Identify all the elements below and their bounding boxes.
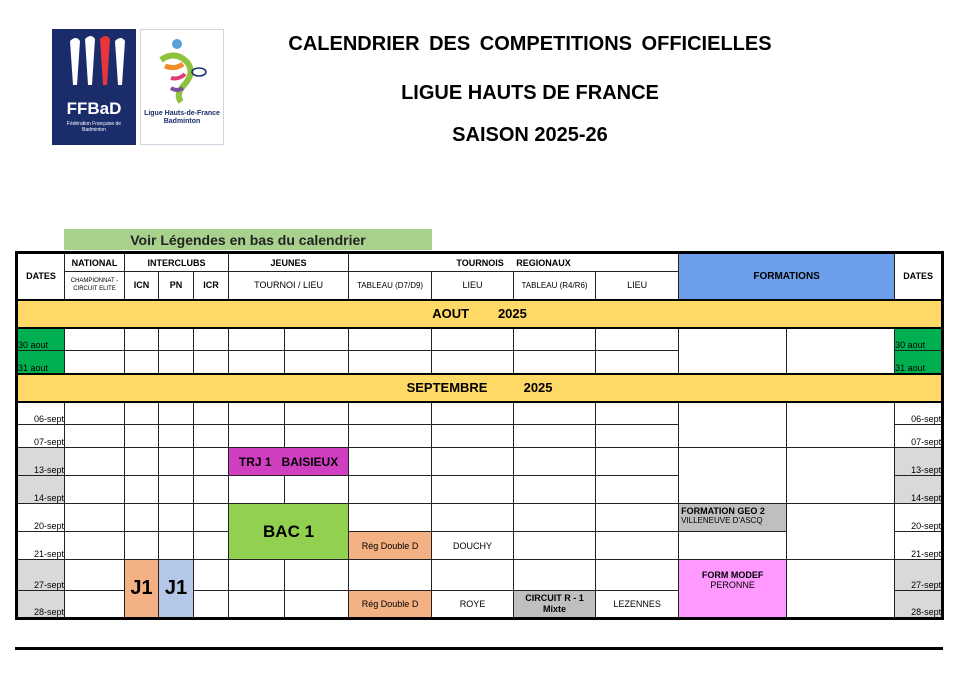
header-icr: ICR [194,272,229,300]
page-subtitle-saison: SAISON 2025-26 [452,124,608,146]
ffbad-logo-text: FFBaD [66,99,122,118]
month-aout: AOUT 2025 [17,300,943,328]
event-reg-double-d-2: Rég Double D [349,591,432,619]
header-pn: PN [159,272,194,300]
page-title: CALENDRIER DES COMPETITIONS OFFICIELLES [288,33,772,55]
date-28-sept-right: 28-sept [895,591,943,619]
event-j1-pn: J1 [159,560,194,619]
date-07-sept-right: 07-sept [895,425,943,448]
date-07-sept: 07-sept [17,425,65,448]
event-formation-geo2-lieu: VILLENEUVE D'ASCQ [681,516,763,525]
date-31-aout: 31 aout [17,351,65,374]
date-28-sept: 28-sept [17,591,65,619]
date-30-aout-right: 30 aout [895,328,943,351]
calendar-table [15,251,944,620]
header-tournois-regionaux: TOURNOIS REGIONAUX [349,253,679,272]
event-roye: ROYE [432,591,514,619]
date-21-sept-right: 21-sept [895,532,943,560]
date-21-sept: 21-sept [17,532,65,560]
date-27-sept: 27-sept [17,560,65,591]
month-septembre: SEPTEMBRE 2025 [17,374,943,402]
event-formation-geo2-title: FORMATION GEO 2 [681,506,765,516]
event-douchy: DOUCHY [432,532,514,560]
badminton-player-icon [141,30,225,108]
event-bac1: BAC 1 [229,504,349,560]
date-06-sept-right: 06-sept [895,402,943,425]
shuttlecock-feathers-icon [52,29,136,99]
header-jeunes-sub: TOURNOI / LIEU [229,272,349,300]
header-dates-right: DATES [895,253,943,300]
ffbad-logo-subtext: Fédération Française de Badminton [66,121,122,133]
header-national-sub: CHAMPIONNAT - CIRCUIT ELITE [65,272,125,300]
bottom-divider [15,647,943,650]
event-circuit-r1 [514,591,596,619]
header-lieu-1: LIEU [432,272,514,300]
event-j1-icn: J1 [125,560,159,619]
ligue-logo-text: Ligue Hauts-de-France Badminton [144,110,220,125]
header-icn: ICN [125,272,159,300]
event-circuit-r1-mixte: Mixte [543,604,567,614]
event-formation-geo2 [679,504,787,532]
date-20-sept-right: 20-sept [895,504,943,532]
event-lezennes: LEZENNES [596,591,679,619]
date-27-sept-right: 27-sept [895,560,943,591]
ligue-logo [140,29,224,145]
header-tableau-r: TABLEAU (R4/R6) [514,272,596,300]
event-form-modef-lieu: PERONNE [710,580,755,590]
date-14-sept-right: 14-sept [895,476,943,504]
header-interclubs: INTERCLUBS [125,253,229,272]
page-subtitle-ligue: LIGUE HAUTS DE FRANCE [401,82,659,104]
date-13-sept-right: 13-sept [895,448,943,476]
date-13-sept: 13-sept [17,448,65,476]
header-lieu-2: LIEU [596,272,679,300]
date-31-aout-right: 31 aout [895,351,943,374]
event-form-modef-title: FORM MODEF [701,570,764,580]
event-reg-double-d-1: Rég Double D [349,532,432,560]
date-30-aout: 30 aout [17,328,65,351]
date-14-sept: 14-sept [17,476,65,504]
header-jeunes: JEUNES [229,253,349,272]
header-dates: DATES [17,253,65,300]
event-form-modef [679,560,787,619]
header-formations: FORMATIONS [679,253,895,300]
ffbad-logo [52,29,136,145]
event-trj1-baisieux: TRJ 1 BAISIEUX [229,448,349,476]
header-national: NATIONAL [65,253,125,272]
date-20-sept: 20-sept [17,504,65,532]
header-tableau-d: TABLEAU (D7/D9) [349,272,432,300]
event-circuit-r1-title: CIRCUIT R - 1 [525,593,584,603]
date-06-sept: 06-sept [17,402,65,425]
legend-note: Voir Légendes en bas du calendrier [64,229,432,250]
